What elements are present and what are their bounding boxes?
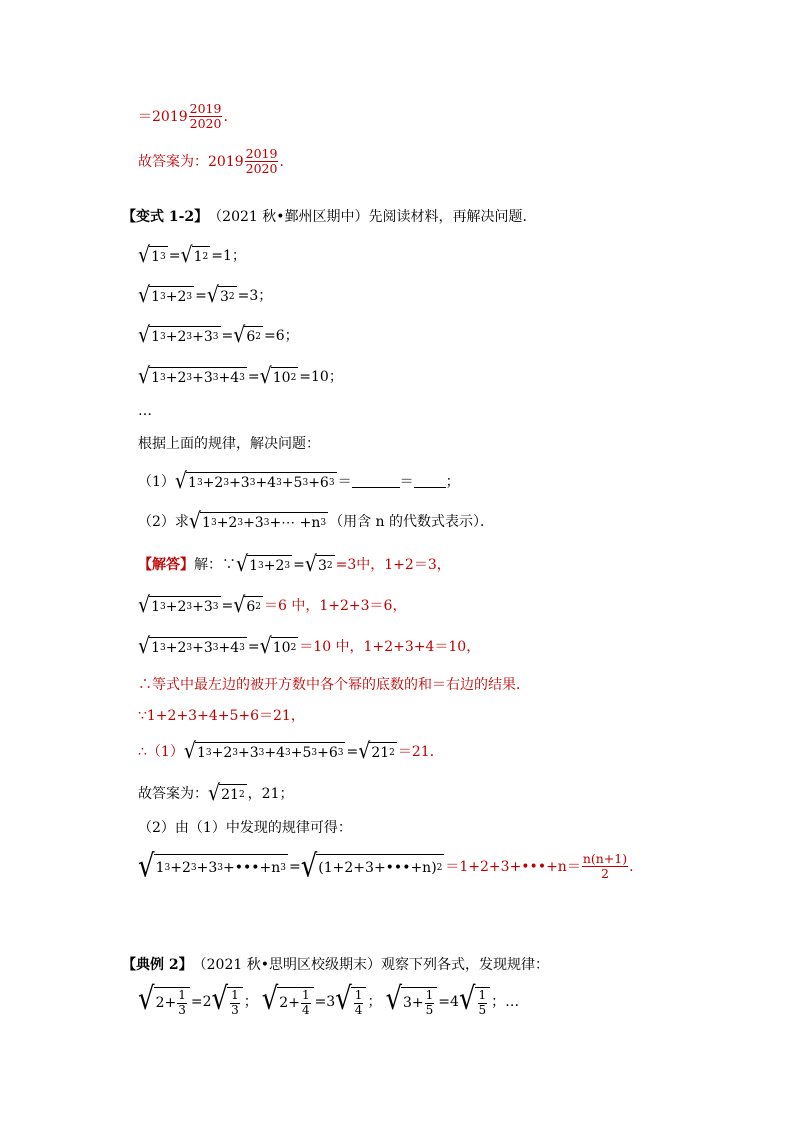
part2-text: （2）由（1）中发现的规律可得： (138, 820, 352, 836)
sqrt: √ 1 3 +2 3 +3 3 +4 3 (138, 633, 245, 659)
period: ． (629, 858, 644, 875)
rule-intro (138, 437, 320, 451)
solution-answer (138, 780, 294, 806)
q2-label: （2）求 (138, 513, 189, 530)
sqrt: √ 1 3 (138, 242, 166, 268)
sqrt: √ $\frac{1}{3}$ (212, 987, 243, 1018)
material-eq-3: √ 1 3 +2 3 +3 3 = √ 6 2 =6； (138, 322, 299, 348)
equals: ＝ (337, 473, 352, 490)
eq-tail: =6； (264, 327, 299, 344)
example2-source: （2021 秋•思明区校级期末）观察下列各式，发现规律： (192, 957, 549, 973)
sqrt: √ 3 2 (304, 551, 333, 577)
final-mid: ＝1+2+3+•••+n＝ (445, 858, 581, 875)
material-eq-2: √ 1 3 +2 3 = √ 3 2 =3； (138, 282, 273, 308)
variant-source: （2021 秋•鄞州区期中）先阅读材料，再解决问题． (208, 209, 537, 225)
solution-final: √ 1 3 +2 3 +3 3 +•••+n 3 = √ (1+2+3+•••+n) 2 ＝1+2+3+•••+n＝ $\frac{n(n+1)}{2}$ ． (138, 848, 644, 885)
sqrt: √ $\frac{1}{5}$ (459, 987, 490, 1018)
sqrt: √ 1 3 +2 3 +3 3 +⋯ +n 3 (188, 508, 327, 534)
fraction-denominator: 2020 (245, 161, 278, 177)
sqrt: √ 10 2 (259, 363, 297, 389)
solution-therefore-1: ∴（1） √ 1 3 +2 3 +3 3 +4 3 +5 3 +6 3 = √ 21 2 ＝21． (138, 738, 444, 764)
equals: ＝ (399, 473, 414, 490)
result-prefix: ＝2019 (138, 108, 188, 125)
sqrt: √ 1 3 +2 3 +3 3 +4 3 +5 3 +6 3 (174, 468, 335, 494)
example2-heading (122, 958, 549, 972)
therefore-tail: ＝21． (397, 743, 444, 760)
material-eq-4: √ 1 3 +2 3 +3 3 +4 3 = √ 10 2 =10； (138, 363, 343, 389)
answer-blank-2[interactable] (414, 475, 446, 488)
answer-label: 故答案为： (138, 153, 208, 170)
solution-line-1: 【解答】 解：∵ √ 1 3 +2 3 = √ 3 2 =3中，1+2＝3， (138, 551, 451, 577)
period: ． (279, 153, 294, 170)
fraction-numerator: 2019 (245, 146, 278, 161)
period: ． (223, 108, 238, 125)
sqrt: √ 1 3 +2 3 (138, 282, 193, 308)
therefore-label: ∴（1） (138, 743, 184, 760)
solution-conclusion (138, 678, 530, 692)
answer-tail: ，21； (247, 785, 294, 802)
final-fraction (582, 852, 628, 882)
answer-integer: 2019 (208, 153, 244, 170)
question-1 (138, 468, 460, 494)
result-fraction (189, 102, 223, 132)
example2-title: 【典例 2】 (122, 957, 193, 973)
separator: ； (367, 994, 382, 1011)
fraction-numerator: n(n+1) (582, 851, 628, 866)
sqrt: √ 6 2 (233, 322, 262, 348)
variant-heading (122, 210, 537, 224)
sqrt: √ 1 3 +2 3 +3 3 +4 3 (138, 363, 245, 389)
conclusion-text: ∴等式中最左边的被开方数中各个幂的底数的和＝右边的结果． (138, 677, 530, 693)
solution-tail: ＝6 中，1+2+3＝6， (264, 597, 407, 614)
separator: ； (243, 994, 258, 1011)
prev-answer-line (138, 147, 293, 177)
ellipsis: … (505, 994, 520, 1011)
solution-tail: =3中，1+2＝3， (335, 556, 451, 573)
solution-line-3: √ 1 3 +2 3 +3 3 +4 3 = √ 10 2 ＝10 中，1+2+3+4＝10， (138, 633, 481, 659)
sqrt: √ 1 3 +2 3 +3 3 +•••+n 3 (138, 848, 286, 885)
solution-jie: 解：∵ (194, 556, 236, 573)
answer-fraction (245, 147, 279, 177)
question-2 (138, 508, 495, 534)
answer-label: 故答案为： (138, 785, 208, 802)
variant-title: 【变式 1-2】 (122, 209, 209, 225)
semicolon: ； (445, 473, 460, 490)
sqrt: √ 3+ $\frac{1}{5}$ (385, 987, 437, 1018)
dots: … (138, 403, 152, 419)
q2-end: （用含 n 的代数式表示）． (329, 513, 495, 530)
sqrt: √ 6 2 (233, 592, 262, 618)
sqrt: √ 1 2 (180, 242, 209, 268)
answer-blank-1[interactable] (352, 475, 400, 488)
sqrt: √ $\frac{1}{4}$ (335, 987, 366, 1018)
solution-line-2: √ 1 3 +2 3 +3 3 = √ 6 2 ＝6 中，1+2+3＝6， (138, 592, 407, 618)
sqrt: √ 1 3 +2 3 (236, 551, 291, 577)
sqrt: √ 21 2 (358, 738, 395, 764)
sqrt: √ 3 2 (206, 282, 235, 308)
ellipsis (138, 404, 152, 418)
sqrt: √ (1+2+3+•••+n) 2 (300, 848, 443, 885)
fraction-denominator: 2020 (189, 116, 222, 132)
fraction-numerator: 2019 (189, 101, 222, 116)
sqrt: √ 10 2 (259, 633, 297, 659)
because-text: ∵1+2+3+4+5+6＝21， (138, 708, 305, 724)
solution-because (138, 709, 305, 723)
sqrt: √ 1 3 +2 3 +3 3 (138, 592, 219, 618)
sqrt: √ 21 2 (208, 780, 245, 806)
solution-tail: ＝10 中，1+2+3+4＝10， (299, 638, 481, 655)
rule-intro-text: 根据上面的规律，解决问题： (138, 436, 320, 452)
sqrt: √ 2+ $\frac{1}{4}$ (262, 987, 314, 1018)
separator: ； (491, 994, 506, 1011)
eq-tail: =3； (237, 287, 273, 304)
sqrt: √ 1 3 +2 3 +3 3 +4 3 +5 3 +6 3 (183, 738, 344, 764)
solution-part2 (138, 821, 352, 835)
solution-tag: 【解答】 (138, 556, 194, 573)
material-eq-1: √ 1 3 = √ 1 2 =1； (138, 242, 246, 268)
sqrt: √ 2+ $\frac{1}{3}$ (138, 987, 190, 1018)
eq-tail: =10； (299, 368, 343, 385)
fraction-denominator: 2 (600, 866, 609, 882)
eq-tail: =1； (211, 247, 246, 264)
q1-label: （1） (138, 473, 175, 490)
prev-result-line (138, 102, 237, 132)
sqrt: √ 1 3 +2 3 +3 3 (138, 322, 219, 348)
example2-formulas: √ 2+ $\frac{1}{3}$ =2 √ $\frac{1}{3}$ ； √ 2+ $\frac{1}{4}$ =3 √ $\frac{1}{4}$ ； √ 3+ $\frac{1}{5}$ =4 √ $\frac{1}{5}$ ； … (138, 981, 520, 1018)
